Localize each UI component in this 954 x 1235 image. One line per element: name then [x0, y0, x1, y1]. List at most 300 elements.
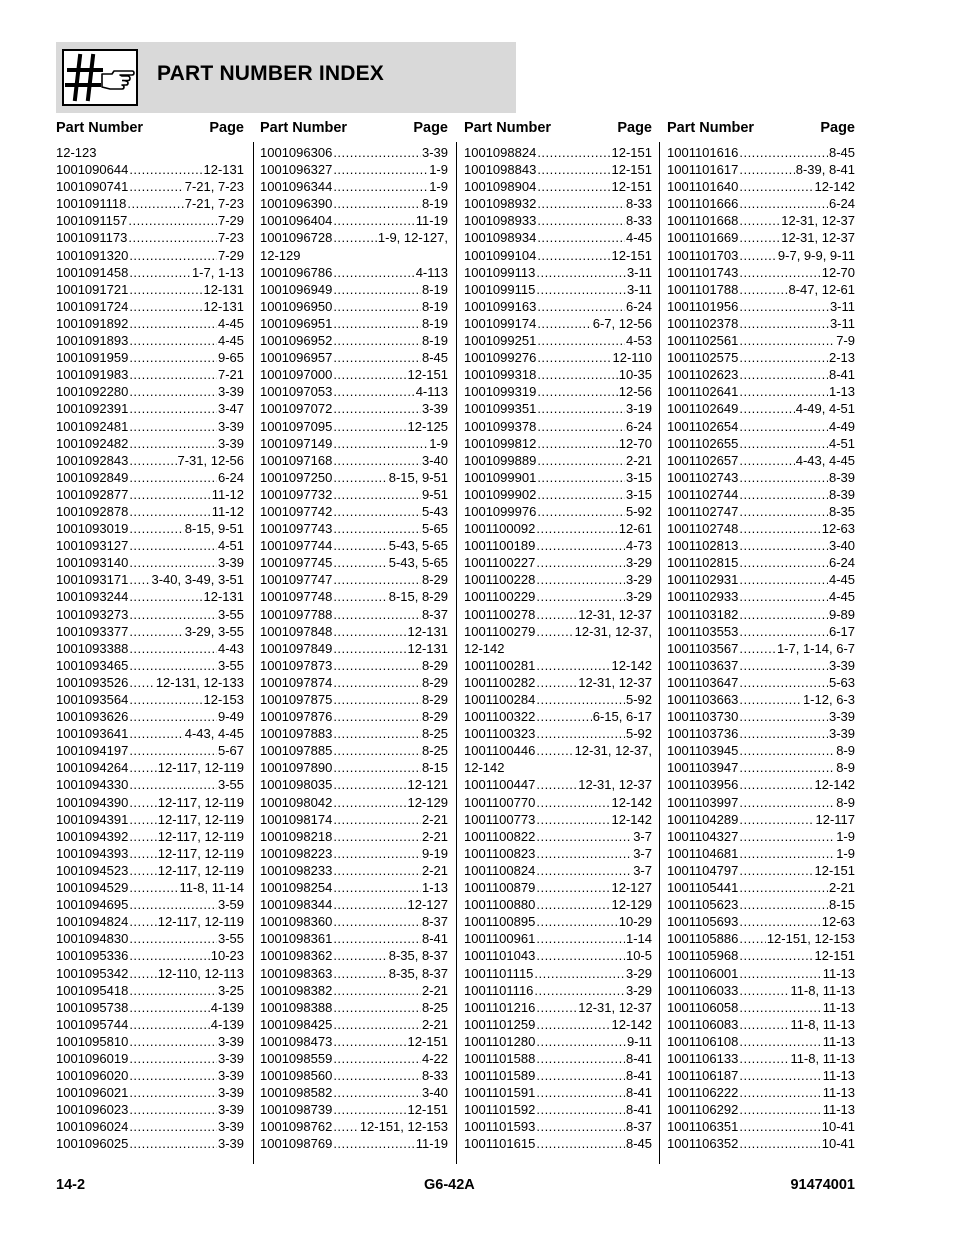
part-number: 1001093171 [56, 572, 129, 588]
page-reference: 1-12, 6-3 [802, 692, 855, 707]
part-number: 1001101259 [464, 1016, 536, 1032]
page-reference: 3-39 [217, 1050, 244, 1066]
part-number: 1001097849 [260, 640, 333, 656]
leader-dots [739, 178, 813, 195]
leader-dots [536, 896, 610, 913]
part-number: 1001103997 [667, 794, 739, 810]
leader-dots [739, 1135, 820, 1152]
index-entry [56, 247, 244, 264]
part-number: 1001096957 [260, 350, 333, 366]
page-reference: 1-9 [429, 435, 448, 451]
page-reference: 12-31, 12-37 [578, 777, 652, 793]
leader-dots [537, 178, 610, 195]
part-number: 1001093641 [56, 726, 129, 742]
index-entry [260, 896, 448, 913]
entry-list [667, 144, 855, 1153]
part-number: 1001096786 [260, 264, 333, 280]
page-reference: 8-39 [828, 469, 855, 485]
page-reference: 12-56 [618, 384, 652, 400]
leader-dots [536, 930, 625, 947]
page-reference: 8-41 [421, 931, 448, 947]
leader-dots [739, 435, 828, 452]
page-header: Page [413, 120, 448, 136]
part-number: 1001093564 [56, 692, 129, 707]
index-entry [464, 503, 652, 520]
part-number: 1001100879 [464, 880, 536, 896]
part-number: 1001100822 [464, 828, 536, 844]
leader-dots [534, 982, 625, 999]
page-reference: 8-39, 8-41 [795, 162, 855, 178]
leader-dots [333, 435, 428, 452]
part-number: 1001098174 [260, 811, 333, 827]
part-number: 1001091983 [56, 367, 129, 383]
index-entry [56, 776, 244, 793]
index-entry [56, 794, 244, 811]
page-reference: 10-23 [210, 948, 244, 964]
part-number: 1001096728 [260, 230, 333, 246]
page-reference: 6-24 [625, 418, 652, 434]
leader-dots [536, 606, 577, 623]
part-number: 1001096021 [56, 1085, 129, 1101]
index-entry [667, 1016, 855, 1033]
page-reference: 12-70 [618, 435, 652, 451]
page-reference: 2-21 [421, 982, 448, 998]
page-reference: 12-31, 12-37 [781, 230, 855, 246]
part-number: 1001095810 [56, 1033, 129, 1049]
leader-dots [333, 144, 421, 161]
index-entry [667, 930, 855, 947]
part-number: 1001097748 [260, 589, 333, 605]
leader-dots [333, 298, 421, 315]
index-column-1 [56, 118, 244, 1153]
index-entry [667, 161, 855, 178]
page-reference: 11-13 [822, 1085, 855, 1101]
index-entry [56, 640, 244, 657]
leader-dots [333, 452, 421, 469]
page-reference: 3-55 [217, 777, 244, 793]
leader-dots [333, 315, 421, 332]
page-reference: 12-142 [611, 657, 652, 673]
part-number: 1001100228 [464, 572, 536, 588]
part-number: 1001101115 [464, 965, 534, 981]
index-entry [56, 1084, 244, 1101]
index-entry [464, 776, 652, 793]
leader-dots [333, 229, 377, 246]
index-entry [56, 571, 244, 588]
page-reference: 8-29 [421, 674, 448, 690]
leader-dots [536, 674, 577, 691]
part-number: 1001100284 [464, 692, 536, 707]
part-number: 1001098932 [464, 196, 537, 212]
leader-dots [129, 879, 178, 896]
index-entry [464, 349, 652, 366]
index-column-2 [260, 118, 448, 1153]
index-entry [464, 623, 652, 640]
index-entry [667, 640, 855, 657]
leader-dots [739, 1067, 821, 1084]
footer-model: G6-42A [424, 1177, 475, 1193]
leader-dots [129, 1101, 217, 1118]
column-header [667, 118, 855, 144]
index-entry [667, 229, 855, 246]
index-entry [56, 1067, 244, 1084]
part-number: 1001103736 [667, 726, 739, 742]
page-reference: 7-29 [217, 247, 244, 263]
part-number: 1001099976 [464, 503, 537, 519]
leader-dots [536, 281, 626, 298]
page-reference: 3-59 [217, 897, 244, 913]
footer-page-number: 14-2 [56, 1177, 86, 1193]
page-reference: 3-39 [828, 657, 855, 673]
leader-dots [129, 982, 217, 999]
index-entry [260, 1101, 448, 1118]
leader-dots [129, 1135, 217, 1152]
leader-dots [128, 212, 217, 229]
part-number: 1001098762 [260, 1119, 333, 1135]
part-number: 1001106058 [667, 999, 739, 1015]
part-number: 1001103663 [667, 692, 739, 707]
index-entry [260, 879, 448, 896]
index-entry [56, 452, 244, 469]
page-reference: 7-31, 12-56 [177, 452, 244, 468]
part-number: 1001106292 [667, 1102, 739, 1118]
page-reference: 3-39 [217, 418, 244, 434]
page-reference: 3-39 [217, 555, 244, 571]
leader-dots [333, 349, 421, 366]
index-entry [56, 366, 244, 383]
page-reference: 4-45 [625, 230, 652, 246]
part-number: 1001097848 [260, 623, 333, 639]
page-reference: 8-35, 8-37 [388, 948, 448, 964]
page-reference: 3-39 [421, 145, 448, 160]
index-entry [56, 383, 244, 400]
leader-dots [129, 281, 202, 298]
index-entry [667, 418, 855, 435]
part-number: 1001106351 [667, 1119, 739, 1135]
part-number: 1001102743 [667, 469, 739, 485]
index-entry [56, 554, 244, 571]
part-number: 1001097874 [260, 674, 333, 690]
page-reference: 8-33 [625, 196, 652, 212]
index-entry [464, 965, 652, 982]
part-number-header: Part Number [667, 120, 755, 136]
leader-dots [536, 811, 610, 828]
page-reference: 9-11 [626, 1033, 652, 1049]
leader-dots [739, 845, 835, 862]
part-number: 1001099104 [464, 247, 537, 263]
leader-dots [739, 725, 828, 742]
leader-dots [333, 708, 421, 725]
index-entry [260, 1033, 448, 1050]
part-number: 1001097743 [260, 521, 333, 537]
leader-dots [739, 571, 828, 588]
leader-dots [129, 571, 150, 588]
leader-dots [333, 776, 406, 793]
part-number: 1001104797 [667, 862, 739, 878]
leader-dots [739, 281, 787, 298]
leader-dots [129, 161, 202, 178]
part-number: 1001100961 [464, 931, 536, 947]
page-reference: 10-35 [618, 367, 652, 383]
page-reference: 3-7 [633, 862, 652, 878]
index-entry [464, 588, 652, 605]
leader-dots [739, 161, 794, 178]
page-reference: 3-29 [625, 572, 652, 588]
part-number: 1001098934 [464, 230, 537, 246]
part-number: 1001098382 [260, 982, 333, 998]
part-number: 1001100770 [464, 794, 536, 810]
index-entry [56, 674, 244, 691]
index-entry [667, 298, 855, 315]
part-number: 1001097742 [260, 503, 333, 519]
leader-dots [739, 913, 820, 930]
part-number: 1001091157 [56, 213, 128, 229]
part-number: 1001101669 [667, 230, 739, 246]
page-reference: 3-55 [217, 657, 244, 673]
index-entry [260, 1067, 448, 1084]
page-reference: 8-45 [421, 350, 448, 366]
page-reference: 1-7, 1-14, 6-7 [776, 640, 855, 656]
leader-dots [333, 759, 421, 776]
part-number: 1001097250 [260, 469, 333, 485]
part-number: 1001105693 [667, 914, 739, 930]
index-entry [56, 264, 244, 281]
column-divider [456, 142, 457, 1164]
page-reference: 4-43 [217, 640, 244, 656]
leader-dots [739, 1050, 789, 1067]
page-reference: 7-9 [836, 333, 855, 349]
part-number: 1001098560 [260, 1068, 333, 1084]
page-reference: 4-43, 4-45 [795, 452, 855, 468]
page-reference: 3-55 [217, 931, 244, 947]
index-entry [56, 606, 244, 623]
leader-dots [536, 571, 625, 588]
leader-dots [333, 418, 406, 435]
leader-dots [536, 554, 625, 571]
leader-dots [129, 742, 217, 759]
index-entry [667, 452, 855, 469]
page-reference: 1-13 [828, 384, 855, 400]
index-entry [260, 1118, 448, 1135]
page-reference: 3-39 [217, 1085, 244, 1101]
part-number: 1001094264 [56, 760, 129, 776]
leader-dots [536, 537, 625, 554]
leader-dots [739, 759, 835, 776]
column-header [56, 118, 244, 144]
page-reference: 8-19 [421, 298, 448, 314]
index-entry [464, 1084, 652, 1101]
page-reference: 9-49 [217, 709, 244, 725]
entry-list [56, 144, 244, 1153]
leader-dots [129, 947, 209, 964]
index-entry [260, 691, 448, 708]
index-entry [464, 178, 652, 195]
page-reference: 7-21, 7-23 [184, 179, 244, 195]
part-number: 1001092482 [56, 435, 129, 451]
leader-dots [129, 930, 217, 947]
page-reference: 4-139 [210, 1016, 244, 1032]
leader-dots [739, 896, 828, 913]
page-reference: 8-45 [828, 145, 855, 160]
page-reference: 3-7 [633, 845, 652, 861]
page-reference: 8-9 [836, 743, 855, 759]
part-number-header: Part Number [464, 120, 552, 136]
page-reference: 6-24 [625, 298, 652, 314]
leader-dots [129, 845, 156, 862]
part-number: 1001106352 [667, 1136, 739, 1152]
part-number: 1001091724 [56, 298, 129, 314]
index-entry [260, 503, 448, 520]
index-entry [464, 999, 652, 1016]
part-number: 1001097788 [260, 606, 333, 622]
part-number: 1001092878 [56, 503, 129, 519]
part-number: 1001096020 [56, 1068, 129, 1084]
leader-dots [537, 161, 610, 178]
index-entry [464, 418, 652, 435]
page-reference: 6-17 [828, 623, 855, 639]
index-entry [56, 965, 244, 982]
part-number: 1001100773 [464, 811, 536, 827]
index-entry [464, 281, 652, 298]
index-entry [260, 264, 448, 281]
leader-dots [128, 229, 217, 246]
part-number: 1001106033 [667, 982, 739, 998]
page-reference: 7-29 [217, 213, 244, 229]
page-reference: 2-21 [625, 452, 652, 468]
index-entry [464, 212, 652, 229]
page-reference: 4-51 [217, 538, 244, 554]
leader-dots [537, 452, 625, 469]
part-number: 1001095738 [56, 999, 129, 1015]
index-entry [464, 708, 652, 725]
page-reference: 3-40 [828, 538, 855, 554]
leader-dots [333, 742, 421, 759]
leader-dots [739, 349, 828, 366]
column-divider [253, 142, 254, 1164]
index-entry [667, 879, 855, 896]
index-entry [464, 606, 652, 623]
page-reference: 12-151 [611, 179, 652, 195]
leader-dots [537, 144, 610, 161]
part-number: 1001105886 [667, 931, 739, 947]
part-number: 1001100092 [464, 521, 536, 537]
leader-dots [739, 879, 828, 896]
index-entry [56, 999, 244, 1016]
page-reference: 12-129 [407, 794, 448, 810]
page-reference: 7-21, 7-23 [184, 196, 244, 212]
leader-dots [739, 554, 828, 571]
index-entry [260, 144, 448, 161]
leader-dots [129, 759, 156, 776]
leader-dots [129, 486, 210, 503]
index-entry [464, 794, 652, 811]
page-reference: 7-23 [217, 230, 244, 246]
index-entry [260, 1084, 448, 1101]
index-entry [260, 281, 448, 298]
leader-dots [537, 400, 625, 417]
leader-dots [536, 657, 610, 674]
leader-dots [333, 383, 414, 400]
index-entry [56, 315, 244, 332]
index-entry [464, 913, 652, 930]
page-reference: 8-15, 9-51 [184, 521, 244, 537]
page-reference: 8-29 [421, 657, 448, 673]
part-number: 1001091458 [56, 264, 129, 280]
page-reference: 12-151 [611, 145, 652, 160]
leader-dots [129, 503, 210, 520]
part-number: 1001106001 [667, 965, 739, 981]
leader-dots [537, 332, 625, 349]
part-number: 1001096344 [260, 179, 333, 195]
page-reference: 12-151 [407, 367, 448, 383]
index-entry [667, 144, 855, 161]
index-entry [464, 554, 652, 571]
index-entry [464, 144, 652, 161]
index-entry [464, 1016, 652, 1033]
part-number: 1001100446 [464, 743, 536, 759]
index-entry [260, 947, 448, 964]
page-reference: 6-24 [828, 555, 855, 571]
leader-dots [536, 828, 632, 845]
page-reference: 12-31, 12-37, [574, 623, 652, 639]
page-reference: 4-113 [415, 264, 448, 280]
page-reference: 3-15 [625, 486, 652, 502]
page-reference: 3-39 [217, 1102, 244, 1118]
page-reference: 3-39 [217, 1136, 244, 1152]
part-number: 1001106222 [667, 1085, 739, 1101]
part-number-header: Part Number [56, 120, 144, 136]
leader-dots [536, 879, 610, 896]
leader-dots [129, 315, 217, 332]
part-number: 1001105441 [667, 880, 739, 896]
leader-dots [739, 606, 828, 623]
leader-dots [129, 469, 217, 486]
index-entry [464, 742, 652, 759]
part-number: 1001098344 [260, 897, 333, 913]
part-number: 1001099889 [464, 452, 537, 468]
page-reference: 8-29 [421, 692, 448, 707]
index-entry [260, 537, 448, 554]
part-number: 1001096949 [260, 281, 333, 297]
leader-dots [129, 657, 217, 674]
leader-dots [333, 657, 421, 674]
page-reference: 5-65 [421, 521, 448, 537]
index-entry [56, 759, 244, 776]
part-number: 1001098361 [260, 931, 333, 947]
part-number: 1001102744 [667, 486, 739, 502]
index-entry [667, 332, 855, 349]
index-entry [464, 1101, 652, 1118]
page-reference: 1-9 [836, 845, 855, 861]
leader-dots [129, 332, 217, 349]
page-title: PART NUMBER INDEX [157, 62, 385, 85]
leader-dots [739, 982, 789, 999]
index-entry [260, 520, 448, 537]
part-number: 1001094529 [56, 880, 129, 896]
page-reference: 9-65 [217, 350, 244, 366]
page-reference: 8-35, 8-37 [388, 965, 448, 981]
page-reference: 12-151 [407, 1033, 448, 1049]
page-reference: 12-31, 12-37 [578, 999, 652, 1015]
part-number: 1001094830 [56, 931, 129, 947]
leader-dots [739, 315, 829, 332]
leader-dots [129, 708, 217, 725]
page-reference: 12-151, 12-153 [359, 1119, 448, 1135]
page-reference: 5-92 [625, 503, 652, 519]
page-header: Page [209, 120, 244, 136]
index-entry [260, 366, 448, 383]
leader-dots [129, 435, 217, 452]
